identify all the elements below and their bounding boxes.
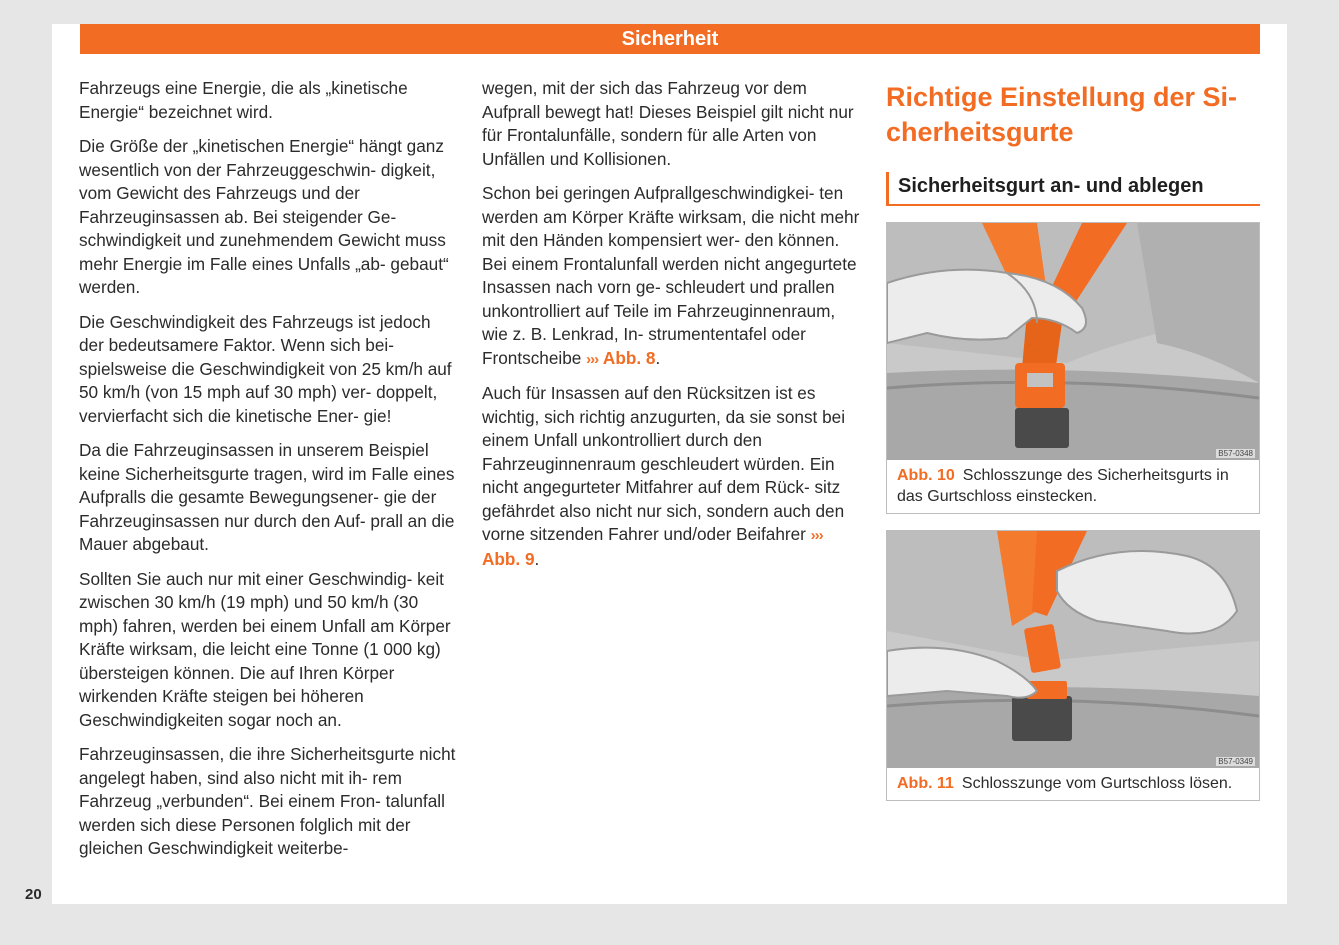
figure-10 [886,222,1260,514]
figure-reference-link[interactable]: Abb. 9 [482,548,535,569]
paragraph: Die Geschwindigkeit des Fahrzeugs ist jedoch der bedeutsamere Faktor. Wenn sich bei- spielsweise die Geschwindigkeit von 25 km/h auf 50 km/h (von 15 mph auf 30 mph) ver- doppelt, vervierfacht sich die kinetische Ener- gie! [79,311,452,426]
figure-code: B57-0349 [1218,757,1253,766]
paragraph: Sollten Sie auch nur mit einer Geschwindig- keit zwischen 30 km/h (19 mph) und 50 km/h (30 mph) fahren, werden bei einem Unfall am Körper Kräfte wirksam, die leicht eine Tonne (1 000 kg) übersteigen können. Die auf Ihren Körper wirkenden Kräfte steigen bei höheren Geschwindigkeiten sogar noch an. [79,568,451,730]
section-title: Richtige Einstellung der Si- cherheitsgurte [886,82,1238,147]
text-column-middle [482,77,862,582]
figure-label: Abb. 10 [897,467,955,484]
punctuation: . [655,347,661,368]
figure-11-illustration [887,531,1259,768]
text-column-left [79,77,457,872]
figure-code: B57-0348 [1218,449,1253,458]
paragraph: Fahrzeuginsassen, die ihre Sicherheitsgurte nicht angelegt haben, sind also nicht mit ih- rem Fahrzeug „verbunden“. Bei einem Fron- talunfall werden sich diese Personen folglich mit der gleichen Geschwindigkeit weiterbe- [79,744,456,858]
paragraph [482,182,862,371]
figure-caption [887,768,1259,800]
paragraph: Die Größe der „kinetischen Energie“ hängt ganz wesentlich von der Fahrzeuggeschwin- digkeit, vom Gewicht des Fahrzeugs und der Fahrzeuginsassen ab. Bei steigender Ge- schwindigkeit und zunehmendem Gewicht muss mehr Energie im Falle eines Unfalls „ab- gebaut“ werden. [79,136,449,297]
figure-10-illustration [887,223,1259,460]
figure-caption-text: Schlosszunge des Sicherheitsgurts in das Gurtschloss einstecken. [897,467,1229,505]
paragraph-text: Schon bei geringen Aufprallgeschwindigkei- ten werden am Körper Kräfte wirksam, die nicht mehr mit den Händen kompensiert wer- den können. Bei einem Frontalunfall werden nicht angegurtete Insassen nach vorn ge- schleudert und prallen unkontrolliert auf Teile im Fahrzeuginnenraum, wie z. B. Lenkrad, In- strumententafel oder Frontscheibe [482,183,860,368]
punctuation: . [534,548,540,569]
figure-reference-link[interactable]: Abb. 8 [602,347,656,368]
figure-caption [887,460,1259,513]
seatbelt-release-illustration [887,531,1259,768]
figure-caption-text: Schlosszunge vom Gurtschloss lösen. [961,775,1233,792]
chapter-header: Sicherheit [80,24,1260,54]
paragraph: Fahrzeugs eine Energie, die als „kinetische Energie“ bezeichnet wird. [79,78,408,122]
figure-label: Abb. 11 [897,775,954,792]
paragraph-text: Auch für Insassen auf den Rücksitzen ist es wichtig, sich richtig anzugurten, da sie sonst bei einem Unfall unkontrolliert durch den Fahrzeuginnenraum geschleudert würden. Ein nicht angegurteter Mitfahrer auf dem Rück- sitz gefährdet also nicht nur sich, sondern auch den vorne sitzenden Fahrer und/oder Beifahrer [482,383,846,544]
cross-reference-arrows: ››› [810,527,823,544]
paragraph [482,382,862,571]
paragraph: wegen, mit der sich das Fahrzeug vor dem Aufprall bewegt hat! Dieses Beispiel gilt nicht nur für Frontalunfälle, sondern für alle Arten von Unfällen und Kollisionen. [482,78,854,169]
cross-reference-arrows: ››› [586,350,599,368]
paragraph: Da die Fahrzeuginsassen in unserem Beispiel keine Sicherheitsgurte tragen, wird im Falle eines Aufpralls die gesamte Bewegungsener- gie der Fahrzeuginsassen nur durch den Auf- prall an die Mauer abgebaut. [79,440,455,554]
page-number: 20 [25,886,42,903]
seatbelt-insert-illustration [887,223,1259,460]
figure-11 [886,530,1260,801]
subsection-title: Sicherheitsgurt an- und ablegen [886,172,1260,206]
